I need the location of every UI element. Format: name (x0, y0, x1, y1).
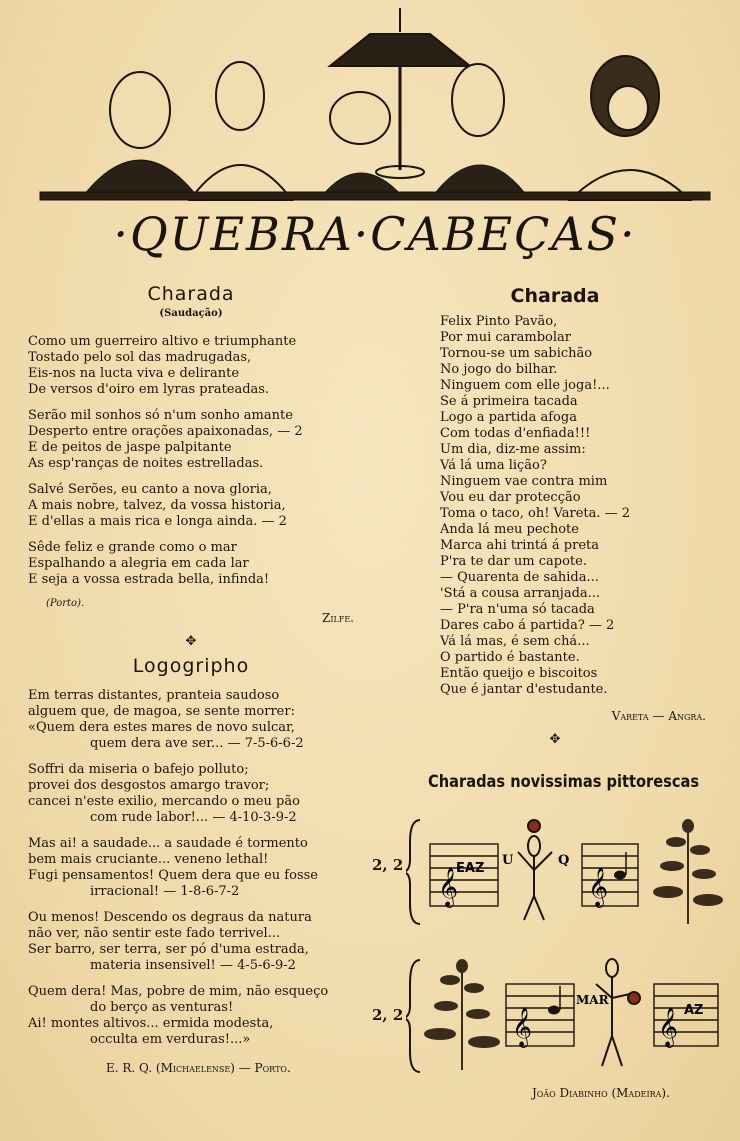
verse-line: Tornou-se um sabichão (440, 346, 593, 361)
music-note-icon (548, 986, 560, 1015)
verse-line: Ninguem vae contra mim (440, 474, 608, 489)
picture-puzzle-1 (406, 812, 726, 932)
pittorescas-section (372, 772, 740, 792)
verse-line: bem mais cruciante... veneno lethal! (28, 852, 269, 867)
ornament-icon: ✥ (549, 732, 561, 747)
verse-line: — P'ra n'uma só tacada (440, 602, 595, 617)
verse-line: P'ra te dar um capote. (440, 554, 587, 569)
verse-line: A mais nobre, talvez, da vossa historia, (28, 498, 286, 513)
verse-line: Ai! montes altivos... ermida modesta, (28, 1016, 274, 1031)
verse-line: O partido é bastante. (440, 650, 580, 665)
letter-q: Q (558, 853, 570, 868)
charada-subtitle: (Saudação) (159, 308, 223, 319)
verse-line: Ser barro, ser terra, ser pó d'uma estrada, (28, 942, 309, 957)
stanza (28, 910, 354, 974)
staff-letters: EAZ (456, 861, 485, 876)
charada-title-left: Charada (147, 283, 235, 305)
verse-line: com rude labor!... — 4-10-3-9-2 (90, 810, 297, 825)
verse-line: No jogo do bilhar. (440, 362, 558, 377)
verse-line: Espalhando a alegria em cada lar (28, 556, 249, 571)
puzzle-count-1: 2, 2 (372, 856, 404, 874)
author-signature: Zilfe. (321, 611, 354, 625)
stanza (28, 688, 354, 752)
verse-line: Então queijo e biscoitos (440, 666, 598, 681)
letter-u: U (502, 853, 514, 868)
verse-line: E seja a vossa estrada bella, infinda! (28, 572, 270, 587)
verse-line: Que é jantar d'estudante. (440, 682, 608, 697)
verse-line: Como um guerreiro altivo e triumphante (28, 334, 297, 349)
plant-icon (654, 820, 722, 924)
verse-line: alguem que, de magoa, se sente morrer: (28, 704, 295, 719)
verse-line: occulta em verduras!...» (90, 1032, 251, 1047)
verse-line: Sêde feliz e grande como o mar (28, 540, 237, 555)
verse-line: Vou eu dar protecção (440, 490, 581, 505)
header-illustration (30, 0, 720, 268)
puzzle-count-2: 2, 2 (372, 1006, 404, 1024)
verse-line: materia insensivel! — 4-5-6-9-2 (90, 958, 296, 973)
treble-clef-icon: 𝄞 (658, 1007, 679, 1047)
verse-line: Fugi pensamentos! Quem dera que eu fosse (28, 868, 318, 883)
verse-line: E d'ellas a mais rica e longa ainda. — 2 (28, 514, 287, 529)
treble-clef-icon: 𝄞 (588, 867, 609, 907)
header-title: ·QUEBRA·CABEÇAS· (113, 207, 637, 261)
verse-line: irracional! — 1-8-6-7-2 (90, 884, 240, 899)
verse-line: Felix Pinto Pavão, (440, 314, 558, 329)
ornament-icon: ✥ (185, 634, 197, 649)
staff-letters: AZ (684, 1003, 704, 1018)
stanza (28, 762, 354, 826)
logogripho-title: Logogripho (132, 655, 250, 677)
verse-line: Mas ai! a saudade... a saudade é tormento (28, 836, 308, 851)
pittorescas-title: Charadas novissimas pittorescas (428, 772, 700, 792)
charada-title-right: Charada (510, 285, 600, 307)
verse-line: As esp'ranças de noites estrelladas. (28, 456, 264, 471)
card-players-drawing (40, 56, 710, 200)
verse-line: De versos d'oiro em lyras prateadas. (28, 382, 270, 397)
verse-line: Eis-nos na lucta viva e delirante (28, 366, 240, 381)
verse-line: E de peitos de jaspe palpitante (28, 440, 232, 455)
verse-line: Tostado pelo sol das madrugadas, (28, 350, 252, 365)
verse-line: Desperto entre orações apaixonadas, — 2 (28, 424, 303, 439)
verse-line: — Quarenta de sahida... (440, 570, 599, 585)
author-signature: João Diabinho (Madeira). (532, 1086, 670, 1100)
author-signature: E. R. Q. (Michaelense) — Porto. (106, 1061, 291, 1075)
plant-icon (425, 960, 499, 1070)
verse-line: Quem dera! Mas, pobre de mim, não esqueço (28, 984, 329, 999)
author-signature: Vareta — Angra. (611, 709, 706, 723)
verse-line: Se á primeira tacada (440, 394, 578, 409)
verse-line: Por mui carambolar (440, 330, 571, 345)
verse-line: Toma o taco, oh! Vareta. — 2 (440, 506, 631, 521)
verse-line: Vá lá mas, é sem chá... (440, 634, 590, 649)
verse-line: Soffri da miseria o bafejo polluto; (28, 762, 249, 777)
verse-line: Em terras distantes, pranteia saudoso (28, 688, 280, 703)
charada-verses (440, 314, 710, 698)
stick-figure-icon (518, 820, 552, 920)
verse-line: não ver, não sentir este fado terrivel... (28, 926, 281, 941)
verse-line: cancei n'este exilio, mercando o meu pão (28, 794, 300, 809)
verse-line: «Quem dera estes mares de novo sulcar, (28, 720, 295, 735)
stanza (28, 408, 354, 472)
left-column (28, 283, 354, 1076)
letters-mar: MAR (576, 993, 609, 1007)
stanza (28, 836, 354, 900)
verse-line: Anda lá meu pechote (440, 522, 579, 537)
verse-line: Ou menos! Descendo os degraus da natura (28, 910, 312, 925)
verse-line: Logo a partida afoga (440, 410, 577, 425)
verse-line: Ninguem com elle joga!... (440, 378, 610, 393)
verse-line: Um dia, diz-me assim: (440, 442, 586, 457)
place-label: (Porto). (46, 598, 85, 609)
treble-clef-icon: 𝄞 (512, 1007, 533, 1047)
verse-line: 'Stá a cousa arranjada... (440, 586, 601, 601)
verse-line: Serão mil sonhos só n'um sonho amante (28, 408, 293, 423)
verse-line: Vá lá uma lição? (440, 458, 547, 473)
verse-line: Marca ahi trintá á preta (440, 538, 600, 553)
verse-line: quem dera ave ser... — 7-5-6-6-2 (90, 736, 304, 751)
stanza (28, 482, 354, 530)
verse-line: provei dos desgostos amargo travor; (28, 778, 270, 793)
verse-line: do berço as venturas! (90, 1000, 234, 1015)
stanza (28, 540, 354, 588)
right-column (440, 285, 710, 748)
picture-puzzle-2 (406, 954, 726, 1078)
stick-figure-icon (596, 959, 640, 1066)
stanza (28, 984, 354, 1048)
stanza (28, 334, 354, 398)
verse-line: Com todas d'enfiada!!! (440, 426, 591, 441)
verse-line: Salvé Serões, eu canto a nova gloria, (28, 482, 272, 497)
treble-clef-icon: 𝄞 (438, 867, 459, 907)
verse-line: Dares cabo á partida? — 2 (440, 618, 615, 633)
